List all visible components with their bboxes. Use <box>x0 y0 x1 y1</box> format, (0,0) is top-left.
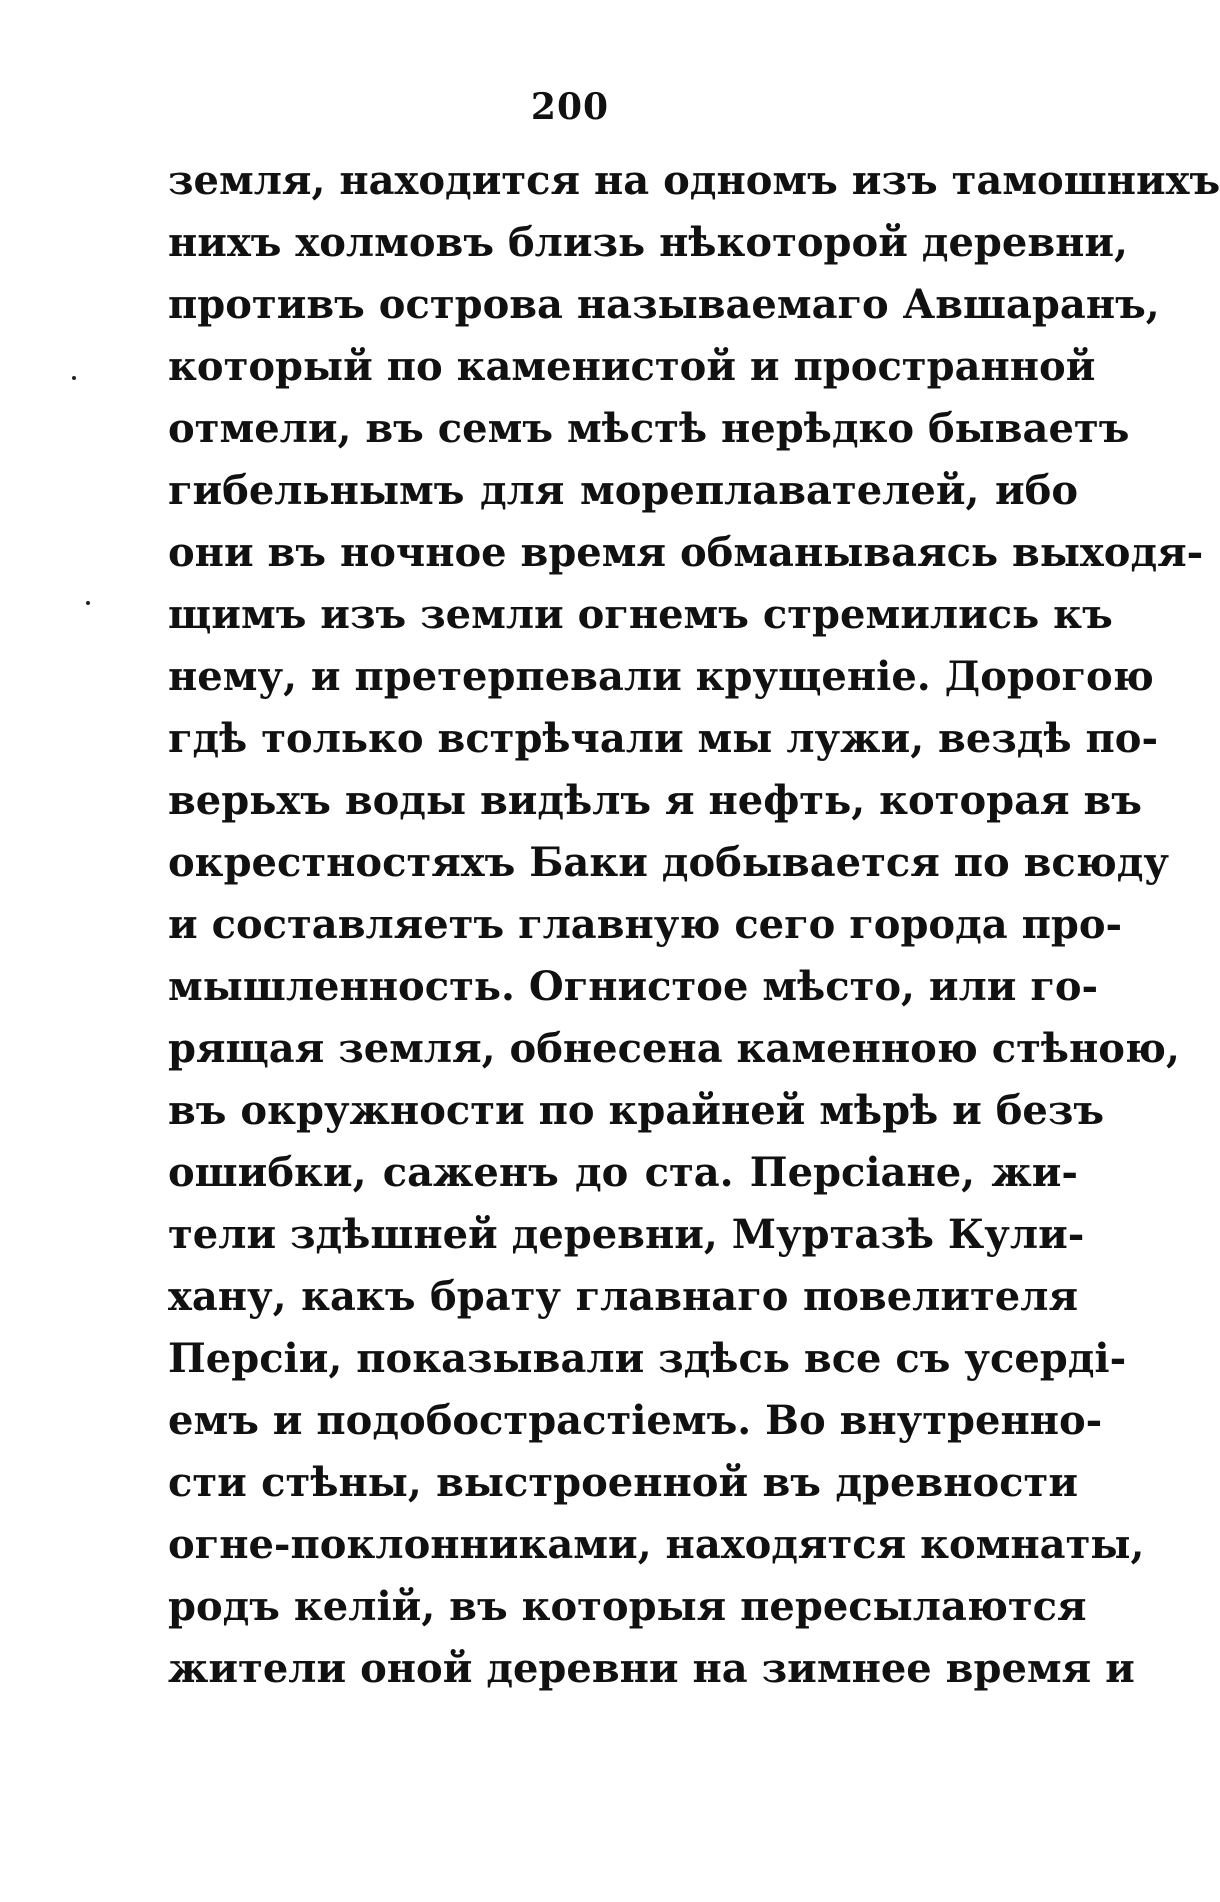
text-line: верьхъ воды видѣлъ я нефть, которая въ <box>168 777 1142 824</box>
text-line: щимъ изъ земли огнемъ стремились къ <box>168 591 1113 638</box>
text-line: тели здѣшней деревни, Муртазѣ Кули- <box>168 1211 1085 1258</box>
text-line: жители оной деревни на зимнее время и <box>168 1645 1135 1692</box>
text-line: окрестностяхъ Баки добывается по всюду <box>168 839 1170 886</box>
text-line: они въ ночное время обманываясь выходя- <box>168 529 1204 576</box>
text-line: гдѣ только встрѣчали мы лужи, вездѣ по- <box>168 715 1159 762</box>
text-line: нему, и претерпевали крущеніе. Дорогою <box>168 653 1154 700</box>
text-line: рящая земля, обнесена каменною стѣною, <box>168 1025 1180 1072</box>
text-line: отмели, въ семъ мѣстѣ нерѣдко бываетъ <box>168 405 1130 452</box>
text-line: нихъ холмовъ близь нѣкоторой деревни, <box>168 219 1128 266</box>
text-line: въ окружности по крайней мѣрѣ и безъ <box>168 1087 1105 1134</box>
print-speck <box>86 601 90 605</box>
text-line: Персіи, показывали здѣсь все съ усерді- <box>168 1335 1127 1382</box>
print-speck <box>72 376 76 380</box>
text-line: сти стѣны, выстроенной въ древности <box>168 1459 1078 1506</box>
text-line: противъ острова называемаго Авшаранъ, <box>168 281 1160 328</box>
text-line: хану, какъ брату главнаго повелителя <box>168 1273 1078 1320</box>
text-line: который по каменистой и пространной <box>168 343 1096 390</box>
text-line: емъ и подобострастіемъ. Во внутренно- <box>168 1397 1103 1444</box>
text-line: мышленность. Огнистое мѣсто, или го- <box>168 963 1099 1010</box>
text-line: и составляетъ главную сего города про- <box>168 901 1123 948</box>
body-text <box>168 150 1220 1700</box>
text-line: ошибки, саженъ до ста. Персіане, жи- <box>168 1149 1078 1196</box>
text-line: гибельнымъ для мореплавателей, ибо <box>168 467 1078 514</box>
text-line: огне-поклонниками, находятся комнаты, <box>168 1521 1145 1568</box>
page-number: 200 <box>530 86 610 128</box>
text-line: родъ келій, въ которыя пересылаются <box>168 1583 1087 1630</box>
text-line: земля, находится на одномъ изъ тамошнихъ <box>168 157 1220 204</box>
